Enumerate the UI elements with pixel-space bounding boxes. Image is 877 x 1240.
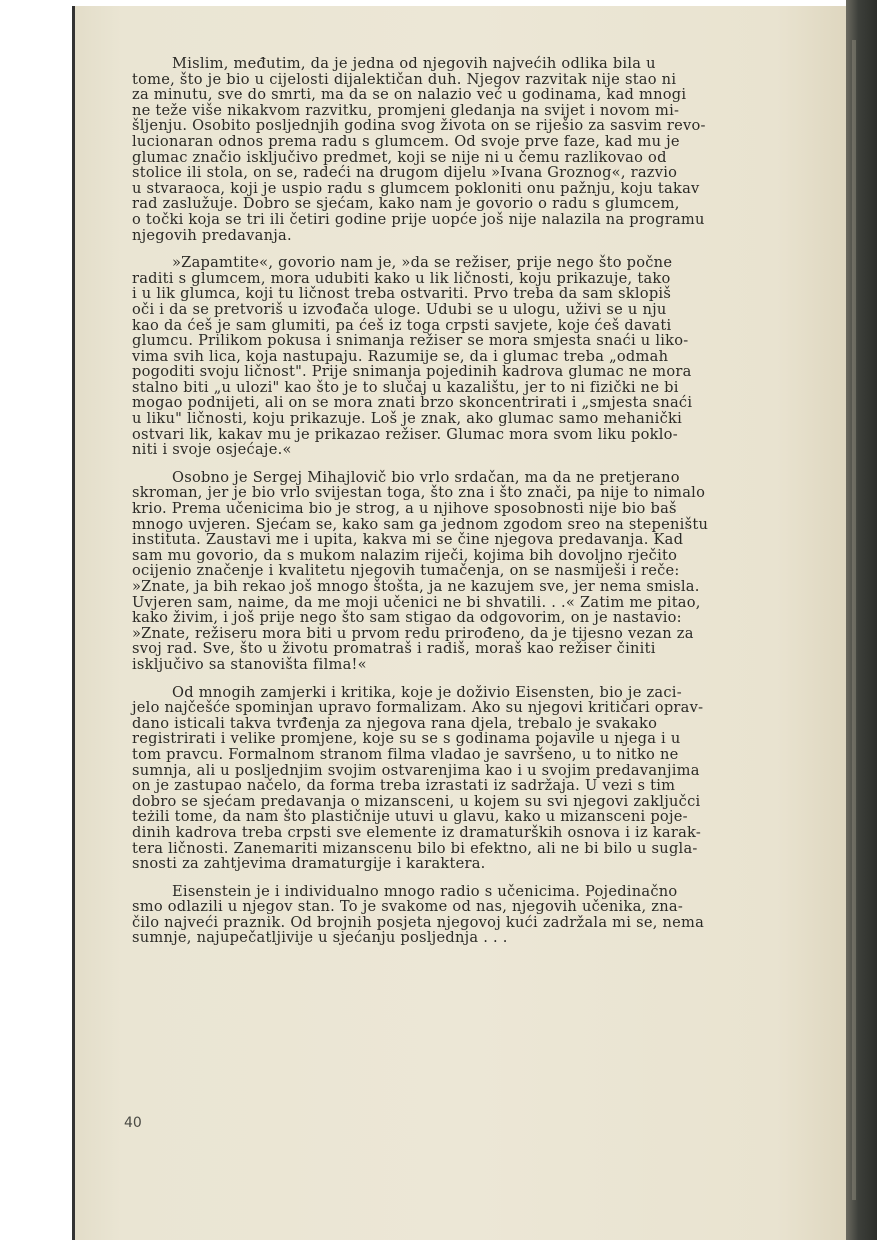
paragraph-1: Mislim, međutim, da je jedna od njegovih najvećih odlika bila u tome, što je bio u cijelosti dijalektičan duh. Njegov razvitak nije stao ni za minutu, sve do smrti, ma da se on nalazio već u godinama, kad mnogi ne teže više nikakvom razvitku, promjeni gledanja na svijet i novom mi- šljenju. Osobito posljednjih godina svog života on se riješio za sasvim revo- lucionaran odnos prema radu s glumcem. Od svoje prve faze, kad mu je glumac značio isključivo predmet, koji se nije ni u čemu razlikovao od stolice ili stola, on se, radeći na drugom dijelu »Ivana Groznog«, razvio u stvaraoca, koji je uspio radu s glumcem pokloniti onu pažnju, koju takav rad zaslužuje. Dobro se sjećam, kako nam je govorio o radu s glumcem, o točki koja se tri ili četiri godine prije uopće još nije nalazila na programu njegovih predavanja. [132,55,706,244]
page-number: 40 [124,1115,142,1131]
paragraph-4: Od mnogih zamjerki i kritika, koje je doživio Eisensten, bio je zaci- jelo najčešće spominjan upravo formalizam. Ako su njegovi kritičari oprav- dano isticali takva tvrđenja za njegova rana djela, trebalo je svakako registrirati i velike promjene, koje su se s godinama pojavile u njega i u tom pravcu. Formalnom stranom filma vladao je savršeno, u to nitko ne sumnja, ali u posljednjim svojim ostvarenjima kao i u svojim predavanjima on je zastupao načelo, da forma treba izrastati iz sadržaja. U vezi s tim dobro se sjećam predavanja o mizansceni, u kojem su svi njegovi zaključci teżili tome, da nam što plastičnije utuvi u glavu, kako u mizansceni poje- dinih kadrova treba crpsti sve elemente iz dramaturških osnova i iz karak- tera ličnosti. Zanemariti mizanscenu bilo bi efektno, ali ne bi bilo u sugla- snosti za zahtjevima dramaturgije i karaktera. [132,683,704,873]
paragraph-3: Osobno je Sergej Mihajlovič bio vrlo srdačan, ma da ne pretjerano skroman, jer je bio vrlo svijestan toga, što zna i što znači, pa nije to nimalo krio. Prema učenicima bio je strog, a u njihove sposobnosti nije bio baš mnogo uvjeren. Sjećam se, kako sam ga jednom zgodom sreo na stepeništu instituta. Zaustavi me i upita, kakva mi se čine njegova predavanja. Kad sam mu govorio, da s mukom nalazim riječi, kojima bih dovoljno rječito ocijenio značenje i kvalitetu njegovih tumačenja, on se nasmiješi i reče: »Znate, ja bih rekao još mnogo štošta, ja ne kazujem sve, jer nema smisla. Uvjeren sam, naime, da me moji učenici ne bi shvatili. . .« Zatim me pitao, kako živim, i još prije nego što sam stigao da odgovorim, on je nastavio: »Znate, režiseru mora biti u prvom redu prirođeno, da je tijesno vezan za svoj rad. Sve, što u životu promatraš i radiš, moraš kao režiser činiti isključivo sa stanovišta filma!« [132,468,709,673]
page-body-text [132,56,814,958]
book-spine-edge [846,0,877,1240]
paragraph-2: »Zapamtite«, govorio nam je, »da se režiser, prije nego što počne raditi s glumcem, mora udubiti kako u lik ličnosti, koju prikazuje, tako i u lik glumca, koji tu ličnost treba ostvariti. Prvo treba da sam sklopiš oči i da se pretvoriš u izvođača uloge. Udubi se u ulogu, uživi se u nju kao da ćeš je sam glumiti, pa ćeš iz toga crpsti savjete, koje ćeš davati glumcu. Prilikom pokusa i snimanja režiser se mora smjesta snaći u liko- vima svih lica, koja nastupaju. Razumije se, da i glumac treba „odmah pogoditi svoju ličnost". Prije snimanja pojedinih kadrova glumac ne mora stalno biti „u ulozi" kao što je to slučaj u kazalištu, jer to ni fizički ne bi mogao podnijeti, ali on se mora znati brzo skoncentrirati i „smjesta snaći u liku" ličnosti, koju prikazuje. Loš je znak, ako glumac samo mehanički ostvari lik, kakav mu je prikazao režiser. Glumac mora svom liku poklo- niti i svoje osjećaje.« [132,254,693,459]
spine-highlight [852,40,856,1200]
paragraph-5: Eisenstein je i individualno mnogo radio s učenicima. Pojedinačno smo odlazili u njegov stan. To je svakome od nas, njegovih učenika, zna- čilo najveći praznik. Od brojnih posjeta njegovoj kući zadržala mi se, nema sumnje, najupečatljivije u sjećanju posljednja . . . [132,882,705,947]
